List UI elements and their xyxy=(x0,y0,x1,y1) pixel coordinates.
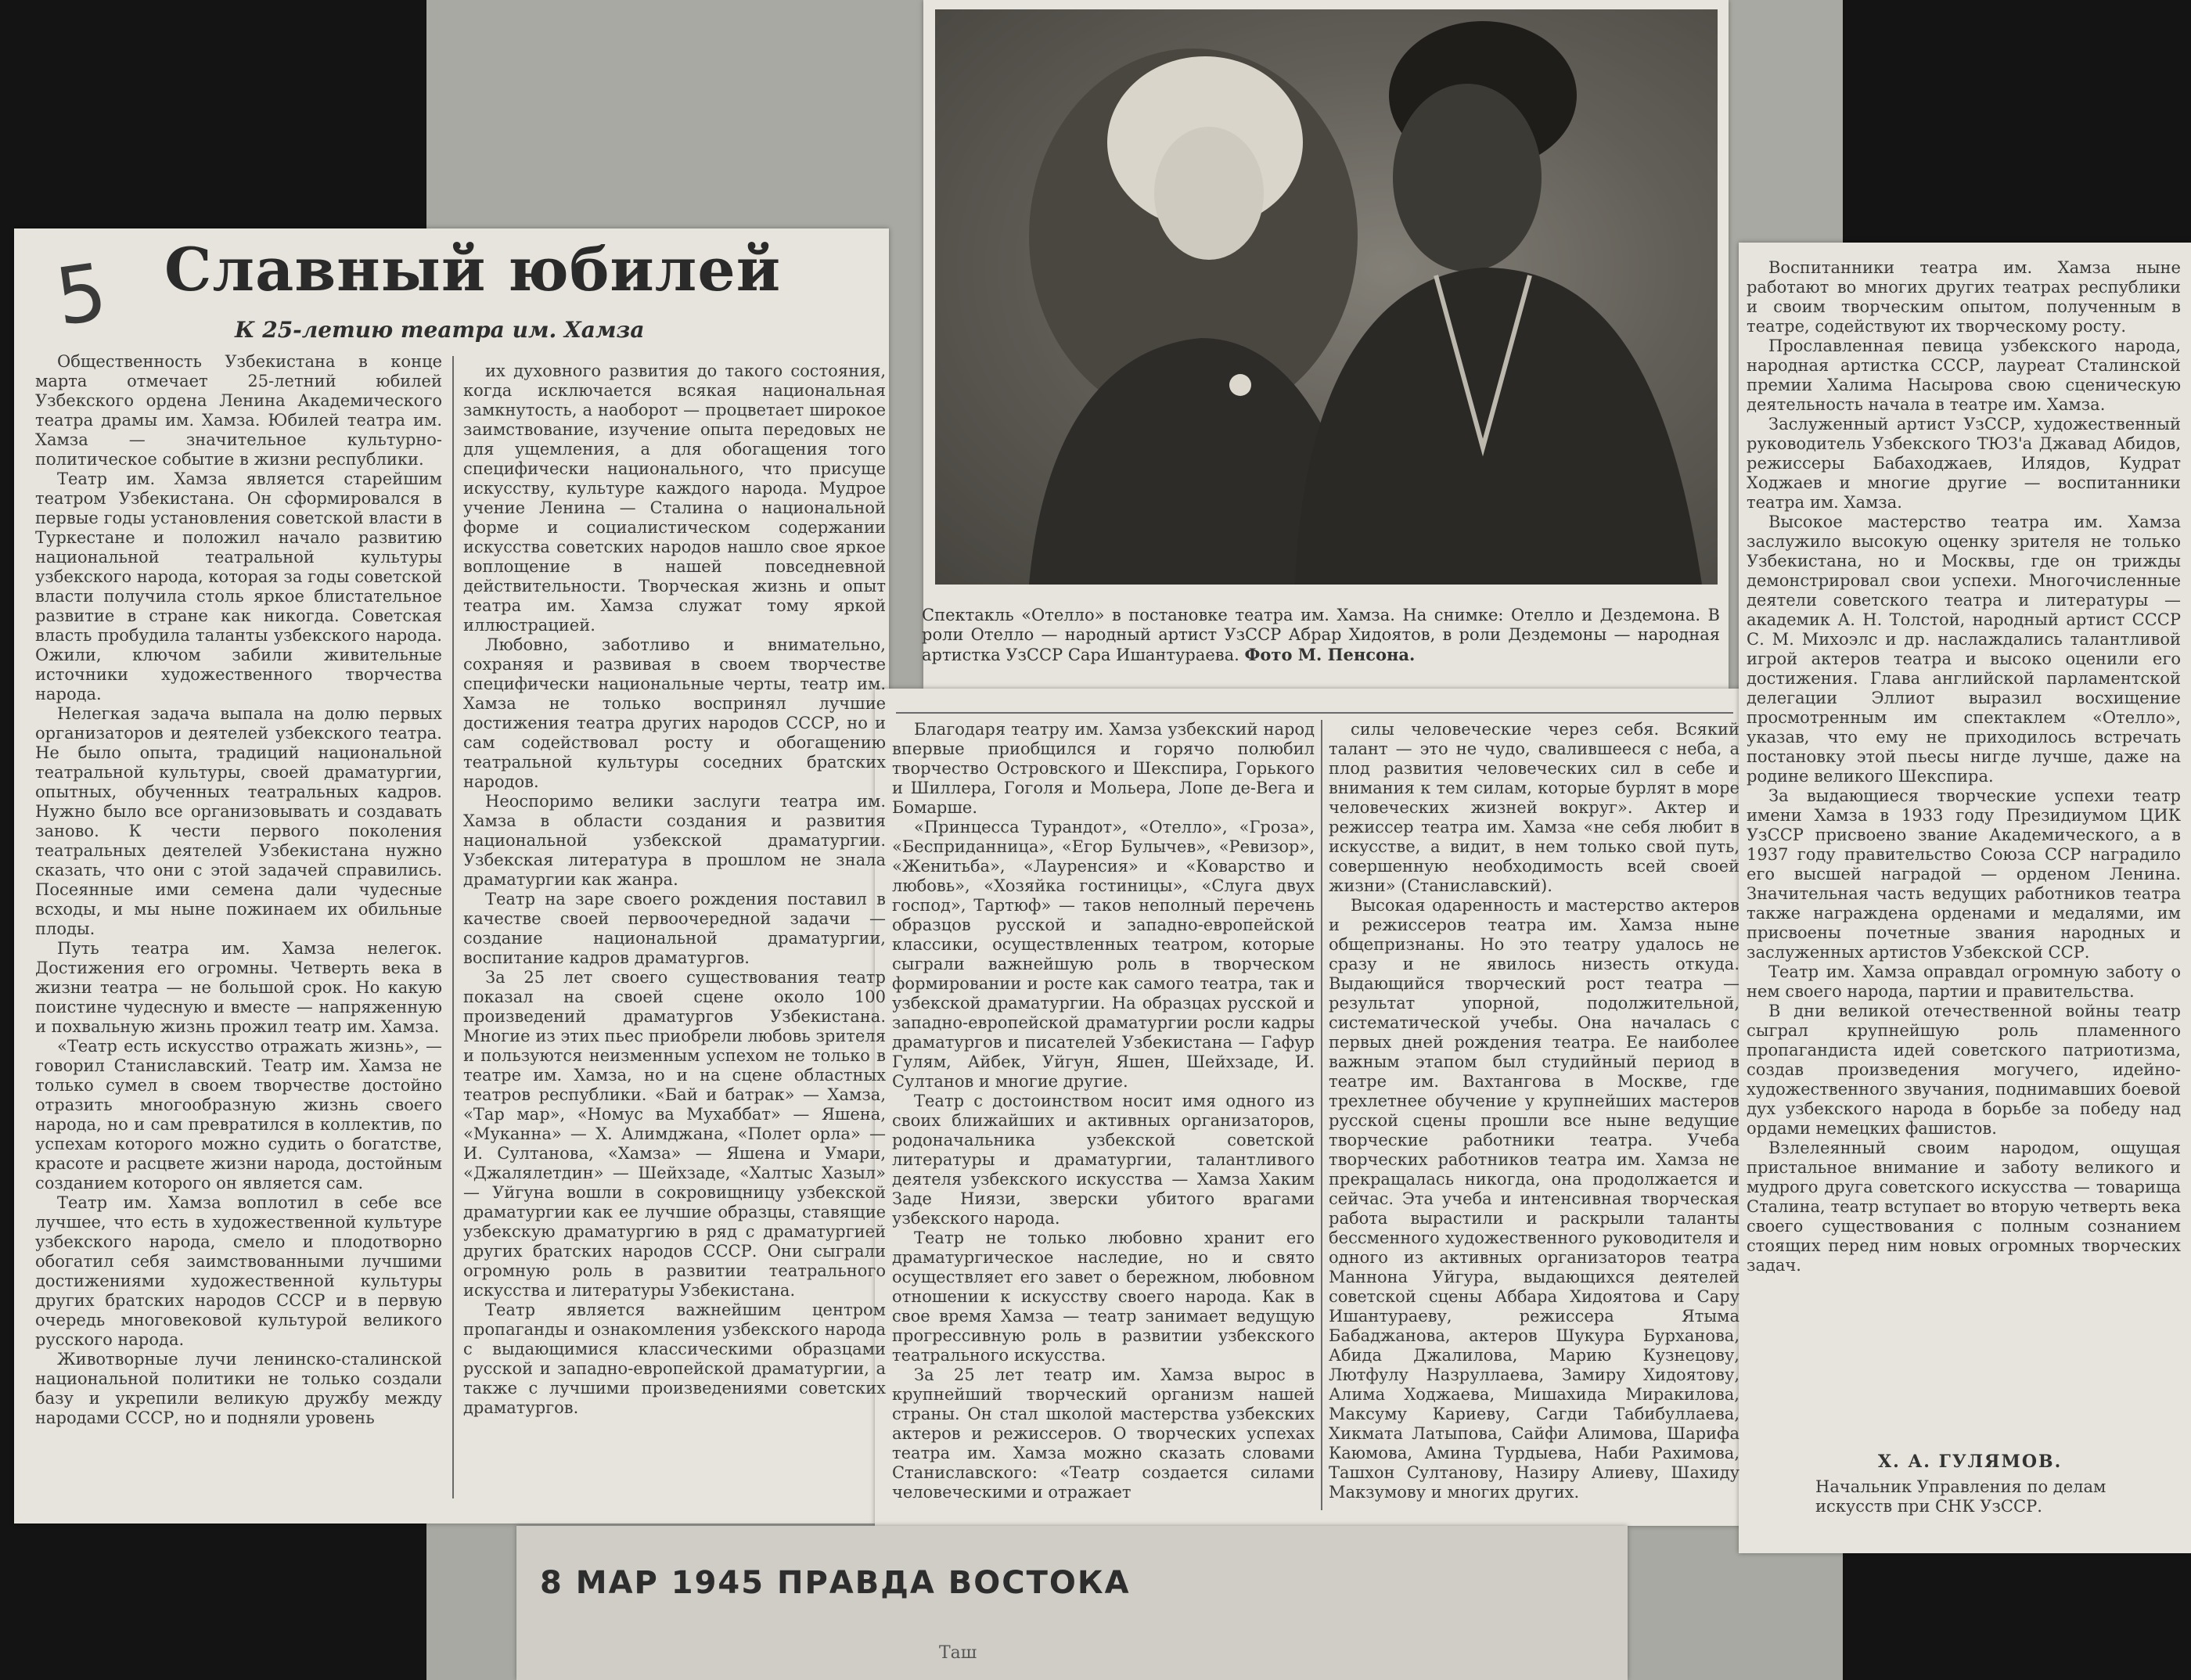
photo-credit: Фото М. Пенсона. xyxy=(1244,645,1416,664)
caption-text: Спектакль «Отелло» в постановке театра им. Хамза. На снимке: Отелло и Дездемона. В роли Отелло — народный артист УзССР Абрар Хидоятов, в роли Дездемоны — народная артистка УзССР Сара Ишантураева. xyxy=(922,606,1720,664)
paragraph: Театр не только любовно хранит его драматургическое наследие, но и свято осуществляет его завет о бережном, любовном отношении к искусству своего народа. Как в свое время Хамза — театр занимает ведущую прогрессивную роль в развитии узбекского театрального искусства. xyxy=(892,1229,1315,1365)
column-rule xyxy=(1321,720,1322,1510)
paragraph: Любовно, заботливо и внимательно, сохраняя и развивая в своем творчестве специфически национальные черты, театр им. Хамза не только воспринял лучшие достижения театра других народов СССР, но и сам содействовал росту и обогащению театральной культуры соседних братских народов. xyxy=(463,635,886,791)
paragraph: Неоспоримо велики заслуги театра им. Хамза в области создания и развития национальной узбекской драматургии. Узбекская литература в прошлом не знала драматургии как жанра. xyxy=(463,792,886,889)
paragraph: Общественность Узбекистана в конце марта отмечает 25-летний юбилей Узбекского ордена Ленина Академического театра драмы им. Хамза. Юбилей театра им. Хамза — значительное культурно-политическое событие в жизни республики. xyxy=(35,352,442,469)
paragraph: Театр им. Хамза является старейшим театром Узбекистана. Он сформировался в первые годы установления советской власти в Туркестане и положил начало развитию национальной театральной культуры узбекского народа, которая за годы советской власти получила столь яркое блистательное развитие в стране как никогда. Советская власть пробудила таланты узбекского народа. Ожили, ключом забили живительные источники художественного творчества народа. xyxy=(35,469,442,703)
othello-photo xyxy=(935,9,1718,585)
article-column-4 xyxy=(1329,720,1739,1510)
paragraph: За выдающиеся творческие успехи театр имени Хамза в 1933 году Президиумом ЦИК УзССР присвоено звание Академического, а в 1937 году правительство Союза ССР наградило его высшей наградой — орденом Ленина. Значительная часть ведущих работников театра также награждена орденами и медалями, им присвоены почетные звания народных и заслуженных артистов Узбекской ССР. xyxy=(1747,786,2181,962)
paragraph: Театр является важнейшим центром пропаганды и ознакомления узбекского народа с выдающимися классическими образцами русской и западно-европейской драматургии, а также с лучшими произведениями советских драматургов. xyxy=(463,1300,886,1417)
paragraph: В дни великой отечественной войны театр сыграл крупнейшую роль пламенного пропагандиста идей советского патриотизма, создав произведения могучего, идейно-художественного звучания, поднимавших боевой дух узбекского народа в борьбе за победу над ордами немецких фашистов. xyxy=(1747,1002,2181,1138)
paragraph: Высокое мастерство театра им. Хамза заслужило высокую оценку зрителя не только Узбекистана, но и Москвы, где он трижды демонстрировал свои успехи. Многочисленные деятели советского театра и литературы — академик А. Н. Толстой, народный артист СССР С. М. Михоэлс и др. наслаждались талантливой игрой актеров театра и высоко оценили его достижения. Глава английской парламентской делегации Эллиот выразил восхищение просмотренным им спектаклем «Отелло», указав, что ему не приходилось встречать постановку этой пьесы нигде лучше, даже на родине великого Шекспира. xyxy=(1747,513,2181,786)
paragraph: Нелегкая задача выпала на долю первых организаторов и деятелей узбекского театра. Не было опыта, традиций национальной театральной культуры, своей драматургии, опытных, обученных театральных кадров. Нужно было все организовывать и создавать заново. К чести первого поколения театральных деятелей Узбекистана нужно сказать, что они с этой задачей справились. Посеянные ими семена дали чудесные всходы, и мы ныне пожинаем их обильные плоды. xyxy=(35,704,442,938)
paragraph: Театр им. Хамза оправдал огромную заботу о нем своего народа, партии и правительства. xyxy=(1747,962,2181,1001)
paragraph: За 25 лет своего существования театр показал на своей сцене около 100 произведений драматургов Узбекистана. Многие из этих пьес приобрели любовь зрителя и пользуются неизменным успехом не только в театре им. Хамза, но и на сцене областных театров республики. «Бай и батрак» — Хамза, «Тар мар», «Номус ва Мухаббат» — Яшена, «Муканна» — Х. Алимджана, «Полет орла» — И. Султанова, «Хамза» — Яшена и Умари, «Джалялетдин» — Шейхзаде, «Халтыс Хазыл» — Уйгуна вошли в сокровищницу узбекской драматургии как ее лучшие образцы, ставящие узбекскую драматургию в ряд с драматургией других братских народов СССР. Они сыграли огромную роль в развитии театрального искусства и литературы Узбекистана. xyxy=(463,968,886,1300)
article-column-3 xyxy=(892,720,1315,1510)
paragraph: «Театр есть искусство отражать жизнь», — говорил Станиславский. Театр им. Хамза не только сумел в своем творчестве достойно отразить многообразную жизнь своего народа, но и сам превратился в коллектив, по успехам которого можно судить о богатстве, красоте и расцвете жизни народа, достойным созданием которого он является сам. xyxy=(35,1037,442,1193)
article-column-2 xyxy=(463,362,886,1504)
paragraph: силы человеческие через себя. Всякий талант — это не чудо, свалившееся с неба, а плод развития человеческих сил в себе и внимания к тем силам, которые бурлят в море человеческих жизней вокруг». Актер и режиссер театра им. Хамза «не себя любит в искусстве, а видит, в нем только свой путь, совершенную необходимость всей своей жизни» (Станиславский). xyxy=(1329,720,1739,895)
paragraph: Театр им. Хамза воплотил в себе все лучшее, что есть в художественной культуре узбекского народа, смело и плодотворно обогатил себя заимствованными лучшими достижениями художественной культуры других братских народов СССР и в первую очередь многовековой культурой великого русского народа. xyxy=(35,1193,442,1349)
stamp-fragment: Таш xyxy=(939,1643,977,1663)
paragraph: Воспитанники театра им. Хамза ныне работают во многих других театрах республики и своим творческим опытом, полученным в театре, содействуют их творческому росту. xyxy=(1747,258,2181,336)
column-rule xyxy=(452,356,454,1498)
paragraph: Путь театра им. Хамза нелегок. Достижения его огромны. Четверть века в жизни театра — не большой срок. Но какую поистине чудесную и вместе — напряженную и похвальную жизнь прожил театр им. Хамза. xyxy=(35,939,442,1036)
photo-caption xyxy=(922,606,1720,665)
paragraph: Заслуженный артист УзССР, художественный руководитель Узбекского ТЮЗ'а Джавад Абидов, режиссеры Бабаходжаев, Илядов, Кудрат Ходжаев и многие другие — воспитанники театра им. Хамза. xyxy=(1747,415,2181,512)
paragraph: Театр с достоинством носит имя одного из своих ближайших и активных организаторов, родоначальника узбекской советской литературы и драматургии, талантливого деятеля узбекского искусства — Хамза Хаким Заде Ниязи, зверски убитого врагами узбекского народа. xyxy=(892,1092,1315,1228)
article-headline: Славный юбилей xyxy=(164,235,782,304)
paragraph: Животворные лучи ленинско-сталинской национальной политики не только создали базу и укрепили великую дружбу между народами СССР, но и подняли уровень xyxy=(35,1350,442,1427)
paragraph: Театр на заре своего рождения поставил в качестве своей первоочередной задачи — создание национальной драматургии, воспитание кадров драматургов. xyxy=(463,890,886,967)
article-column-5 xyxy=(1747,258,2181,1444)
paragraph: За 25 лет театр им. Хамза вырос в крупнейший творческий организм нашей страны. Он стал школой мастерства узбекских актеров и режиссеров. О творческих успехах театра им. Хамза можно сказать словами Станиславского: «Театр создается силами человеческими и отражает xyxy=(892,1365,1315,1502)
archive-date-stamp: 8 МАР 1945 ПРАВДА ВОСТОКА xyxy=(540,1565,1131,1601)
paragraph: Взлелеянный своим народом, ощущая пристальное внимание и заботу великого и мудрого друга советского искусства — товарища Сталина, театр вступает во вторую четверть века своего существования с полным сознанием стоящих перед ним новых огромных творческих задач. xyxy=(1747,1139,2181,1275)
article-column-1 xyxy=(35,352,442,1502)
author-signature: Х. А. ГУЛЯМОВ. xyxy=(1878,1452,2063,1472)
paragraph: Благодаря театру им. Хамза узбекский народ впервые приобщился и горячо полюбил творчество Островского и Шекспира, Горького и Шиллера, Гоголя и Мольера, Лопе де-Вега и Бомарше. xyxy=(892,720,1315,817)
paragraph: Высокая одаренность и мастерство актеров и режиссеров театра им. Хамза ныне общепризнаны. Но это театру удалось не сразу и не явилось низесть откуда. Выдающийся творческий рост театра — результат упорной, подолжительной, систематической учебы. Она началась с первых дней рождения театра. Ее наиболее важным этапом был студийный период в театре им. Вахтангова в Москве, где трехлетнее обучение у крупнейших мастеров русской сцены прошли все ныне ведущие творческие работники театра. Учеба творческих работников театра им. Хамза не прекращалась никогда, она продолжается и сейчас. Эта учеба и интенсивная творческая работа вырастили и раскрыли таланты бессменного художественного руководителя и одного из активных организаторов театра Маннона Уйгура, выдающихся деятелей советской сцены Аббара Хидоятова и Сару Ишантураеву, режиссера Ятыма Бабаджанова, актеров Шукура Бурханова, Абида Джалилова, Марию Кузнецову, Лютфулу Назруллаева, Замиру Хидоятову, Алима Ходжаева, Мишахида Миракилова, Максуму Кариеву, Сагди Табибуллаева, Хикмата Латыпова, Сайфи Алимова, Шарифа Каюмова, Амина Турдыева, Наби Рахимова, Ташхон Султанову, Назиру Алиеву, Шахиду Макзумову и многих других. xyxy=(1329,896,1739,1502)
article-subtitle: К 25-летию театра им. Хамза xyxy=(235,317,645,343)
caption-rule xyxy=(896,712,1733,714)
author-position: Начальник Управления по делам искусств при СНК УзССР. xyxy=(1815,1477,2106,1516)
photo-illustration xyxy=(935,9,1718,585)
paragraph: их духовного развития до такого состояния, когда исключается всякая национальная замкнутость, а наоборот — процветает широкое заимствование, изучение опыта передовых не для ущемления, а для обогащения того специфически национального, что присуще искусству, культуре каждого народа. Мудрое учение Ленина — Сталина о национальной форме и социалистическом содержании искусства советских народов нашло свое яркое воплощение в нашей повседневной действительности. Творческая жизнь и опыт театра им. Хамза служат тому яркой иллюстрацией. xyxy=(463,362,886,635)
paragraph: Прославленная певица узбекского народа, народная артистка СССР, лауреат Сталинской премии Халима Насырова свою сценическую деятельность начала в театре им. Хамза. xyxy=(1747,336,2181,414)
handwritten-number: 5 xyxy=(50,246,113,344)
paragraph: «Принцесса Турандот», «Отелло», «Гроза», «Бесприданница», «Егор Булычев», «Ревизор», «Женитьба», «Лауренсия» и «Коварство и любовь», «Хозяйка гостиницы», «Слуга двух господ», Тартюф» — таков неполный перечень образцов русской и западно-европейской классики, осуществленных театром, которые сыграли важнейшую роль в творческом формировании и росте как самого театра, так и узбекской драматургии. На образцах русской и западно-европейской драматургии росли кадры драматургов и писателей Узбекистана — Гафур Гулям, Айбек, Уйгун, Яшен, Шейхзаде, И. Султанов и многие другие. xyxy=(892,818,1315,1091)
stamp-paper xyxy=(516,1526,1628,1680)
